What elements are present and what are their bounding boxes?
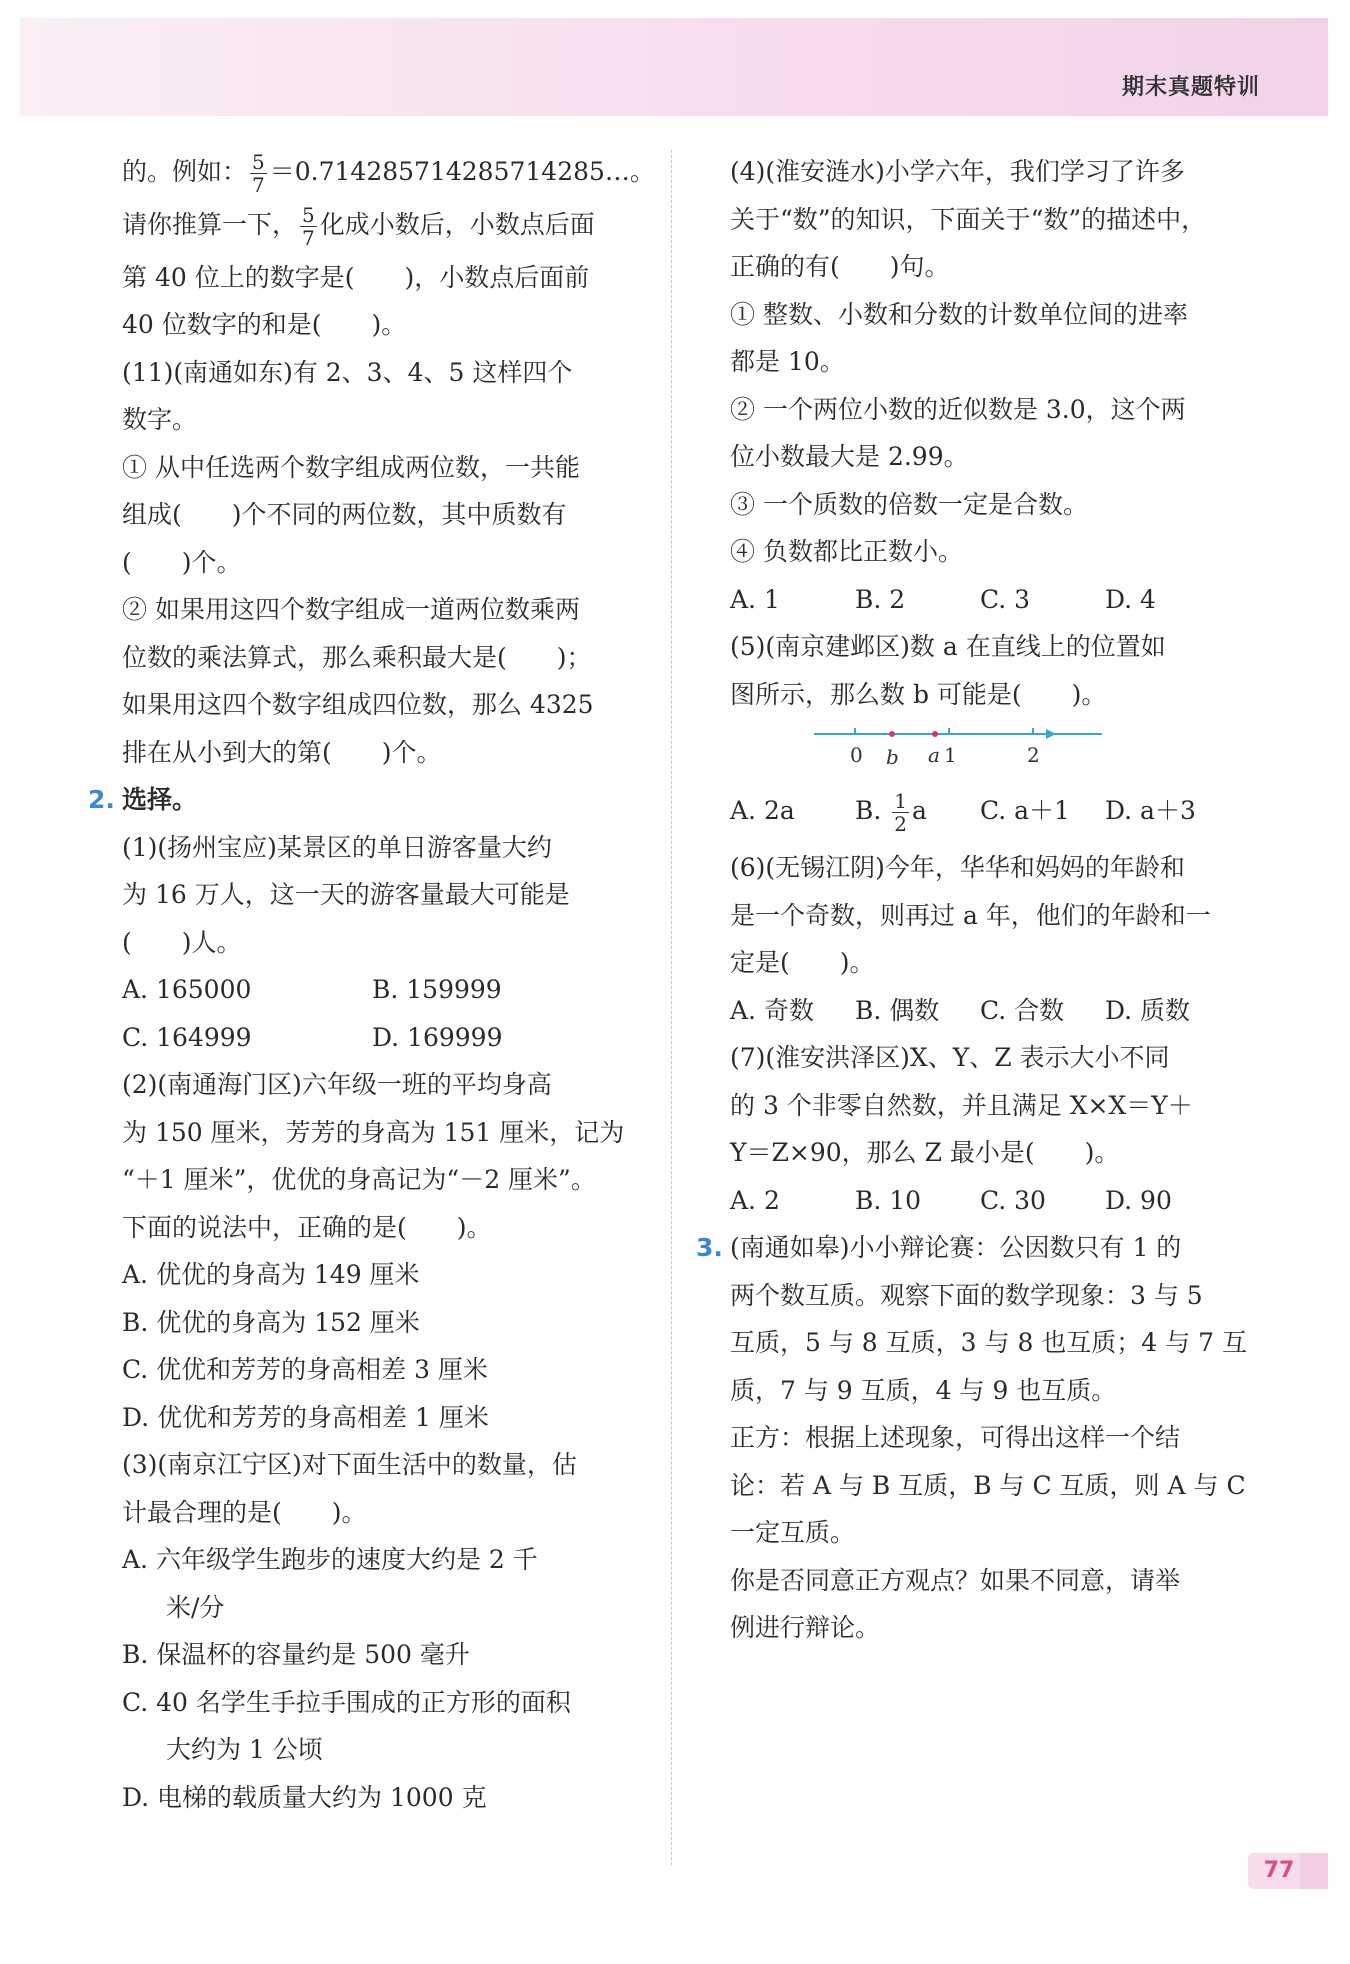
option-a: A. 2	[730, 1185, 780, 1215]
text-line: 下面的说法中，正确的是( )。	[122, 1212, 492, 1242]
text-line: ② 如果用这四个数字组成一道两位数乘两	[122, 595, 580, 624]
text-line: 位数的乘法算式，那么乘积最大是( )；	[122, 642, 592, 672]
text-line: 定是( )。	[730, 948, 875, 977]
option-d: D. 90	[1105, 1185, 1172, 1215]
text-line: ( )个。	[122, 547, 242, 577]
label-2: 2	[1027, 743, 1040, 767]
denominator: 7	[302, 225, 315, 250]
question-5: (5)(南京建邺区)数 a 在直线上的位置如	[730, 632, 1166, 661]
text: (南通如皋)小小辩论赛：公因数只有 1 的	[730, 1233, 1182, 1262]
label-a: a	[928, 743, 940, 767]
text-line: 大约为 1 公顷	[166, 1735, 323, 1764]
options-row	[730, 987, 1250, 1035]
text-line	[122, 148, 655, 197]
label-1: 1	[944, 743, 957, 767]
page-header	[20, 18, 1328, 116]
text-line: 质，7 与 9 互质，4 与 9 也互质。	[730, 1375, 1117, 1405]
text-line: 两个数互质。观察下面的数学现象：3 与 5	[730, 1280, 1203, 1310]
option-c: C. 合数	[980, 995, 1065, 1025]
text: a	[912, 796, 927, 825]
text-line: ① 从中任选两个数字组成两位数，一共能	[122, 452, 580, 482]
section-3-heading: 3. (南通如皋)小小辩论赛：公因数只有 1 的	[696, 1233, 1182, 1262]
text-line: ③ 一个质数的倍数一定是合数。	[730, 489, 1088, 519]
text-line: 一定互质。	[730, 1518, 856, 1547]
text-line: 40 位数字的和是( )。	[122, 310, 407, 339]
option-b	[855, 778, 980, 844]
text-line: 正方：根据上述现象，可得出这样一个结	[730, 1423, 1181, 1452]
option-b: B. 保温杯的容量约是 500 毫升	[122, 1640, 470, 1669]
column-divider	[671, 150, 672, 1865]
option-d: D. 优优和芳芳的身高相差 1 厘米	[122, 1402, 489, 1432]
denominator: 7	[252, 173, 265, 197]
text-line: 计最合理的是( )。	[122, 1497, 367, 1527]
number-line-arrow	[1046, 729, 1056, 739]
text: 的。例如：	[122, 157, 248, 186]
options-row	[730, 576, 1250, 624]
text-line: 关于“数”的知识，下面关于“数”的描述中，	[730, 204, 1207, 234]
option-a: A. 2a	[730, 796, 795, 825]
text-line: 你是否同意正方观点？如果不同意，请举	[730, 1565, 1181, 1595]
option-c: C. 30	[980, 1185, 1046, 1215]
options-row	[730, 1177, 1250, 1225]
page-number: 77	[1248, 1853, 1310, 1889]
text-line: 的 3 个非零自然数，并且满足 X×X＝Y＋	[730, 1090, 1193, 1120]
text-line: 图所示，那么数 b 可能是( )。	[730, 679, 1107, 709]
option-label: B.	[855, 796, 882, 825]
options-row	[730, 778, 1250, 844]
text: 请你推算一下，	[122, 209, 298, 239]
point-a	[932, 731, 938, 737]
question-7: (7)(淮安洪泽区)X、Y、Z 表示大小不同	[730, 1043, 1170, 1072]
option-c: C. 164999	[122, 1022, 252, 1052]
number-line-svg	[730, 718, 1040, 778]
text-line: 如果用这四个数字组成四位数，那么 4325	[122, 690, 594, 719]
text: ＝0.714285714285714285…。	[269, 157, 655, 186]
text-line: 是一个奇数，则再过 a 年，他们的年龄和一	[730, 900, 1211, 930]
fraction	[250, 151, 267, 196]
numerator: 5	[252, 150, 265, 174]
number-line-figure	[730, 718, 1250, 778]
option-c: C. a＋1	[980, 796, 1070, 825]
fraction	[300, 204, 317, 249]
label-b: b	[886, 745, 899, 769]
right-column	[696, 148, 1250, 1652]
text-line: 为 16 万人，这一天的游客量最大可能是	[122, 880, 570, 909]
option-c: C. 40 名学生手拉手围成的正方形的面积	[122, 1687, 571, 1717]
question-2: (2)(南通海门区)六年级一班的平均身高	[122, 1070, 552, 1099]
text-line: 例进行辩论。	[730, 1613, 881, 1642]
option-a: A. 165000	[122, 975, 252, 1004]
text-line: “＋1 厘米”，优优的身高记为“－2 厘米”。	[122, 1165, 596, 1194]
question-3: (3)(南京江宁区)对下面生活中的数量，估	[122, 1450, 577, 1479]
option-b: B. 优优的身高为 152 厘米	[122, 1307, 420, 1337]
page-corner-tab	[1300, 1853, 1328, 1889]
text-line: 论：若 A 与 B 互质，B 与 C 互质，则 A 与 C	[730, 1470, 1246, 1500]
option-a: A. 六年级学生跑步的速度大约是 2 千	[122, 1545, 538, 1574]
option-a: A. 奇数	[730, 995, 814, 1025]
fraction	[892, 790, 909, 835]
text-line: 数字。	[122, 405, 198, 434]
question-11: (11)(南通如东)有 2、3、4、5 这样四个	[122, 357, 573, 387]
text-line: ④ 负数都比正数小。	[730, 537, 963, 566]
text: 化成小数后，小数点后面	[319, 209, 595, 239]
text-line: 排在从小到大的第( )个。	[122, 737, 442, 767]
denominator: 2	[894, 812, 908, 836]
section-title: 选择。	[122, 785, 198, 814]
option-b: B. 偶数	[855, 995, 940, 1025]
text-line: 位小数最大是 2.99。	[730, 442, 969, 471]
text-line: 为 150 厘米，芳芳的身高为 151 厘米，记为	[122, 1117, 625, 1147]
text-line: Y＝Z×90，那么 Z 最小是( )。	[730, 1138, 1120, 1167]
text-line: 正确的有( )句。	[730, 252, 950, 281]
left-column	[88, 148, 655, 1821]
question-6: (6)(无锡江阴)今年，华华和妈妈的年龄和	[730, 853, 1185, 882]
question-1: (1)(扬州宝应)某景区的单日游客量大约	[122, 832, 552, 862]
option-c: C. 3	[980, 584, 1031, 614]
section-2-heading: 2. 选择。	[88, 785, 198, 814]
option-a: A. 1	[730, 584, 780, 614]
text-line: ① 整数、小数和分数的计数单位间的进率	[730, 299, 1188, 329]
option-b: B. 159999	[372, 975, 502, 1004]
header-title: 期末真题特训	[1121, 75, 1260, 100]
option-d: D. 4	[1105, 584, 1156, 614]
options-row	[122, 966, 642, 1014]
text-line: ② 一个两位小数的近似数是 3.0，这个两	[730, 394, 1186, 424]
option-b: B. 10	[855, 1185, 922, 1215]
text-line: 第 40 位上的数字是( )，小数点后面前	[122, 262, 590, 292]
numerator: 5	[302, 202, 315, 227]
text-line: ( )人。	[122, 927, 242, 957]
point-b	[889, 731, 895, 737]
option-d: D. 质数	[1105, 995, 1191, 1025]
options-row	[122, 1014, 642, 1062]
question-4: (4)(淮安涟水)小学六年，我们学习了许多	[730, 157, 1185, 186]
option-a: A. 优优的身高为 149 厘米	[122, 1260, 420, 1289]
numerator: 1	[894, 789, 908, 813]
option-c: C. 优优和芳芳的身高相差 3 厘米	[122, 1355, 488, 1384]
option-b: B. 2	[855, 584, 906, 614]
option-d: D. 电梯的载质量大约为 1000 克	[122, 1782, 487, 1812]
option-d: D. a＋3	[1105, 796, 1196, 825]
text-line: 组成( )个不同的两位数，其中质数有	[122, 500, 567, 529]
text-line: 都是 10。	[730, 347, 845, 376]
text-line: 米/分	[166, 1592, 225, 1622]
text-line	[122, 196, 642, 254]
text-line: 互质，5 与 8 互质，3 与 8 也互质；4 与 7 互	[730, 1328, 1247, 1357]
option-d: D. 169999	[372, 1022, 503, 1052]
label-0: 0	[850, 743, 863, 767]
